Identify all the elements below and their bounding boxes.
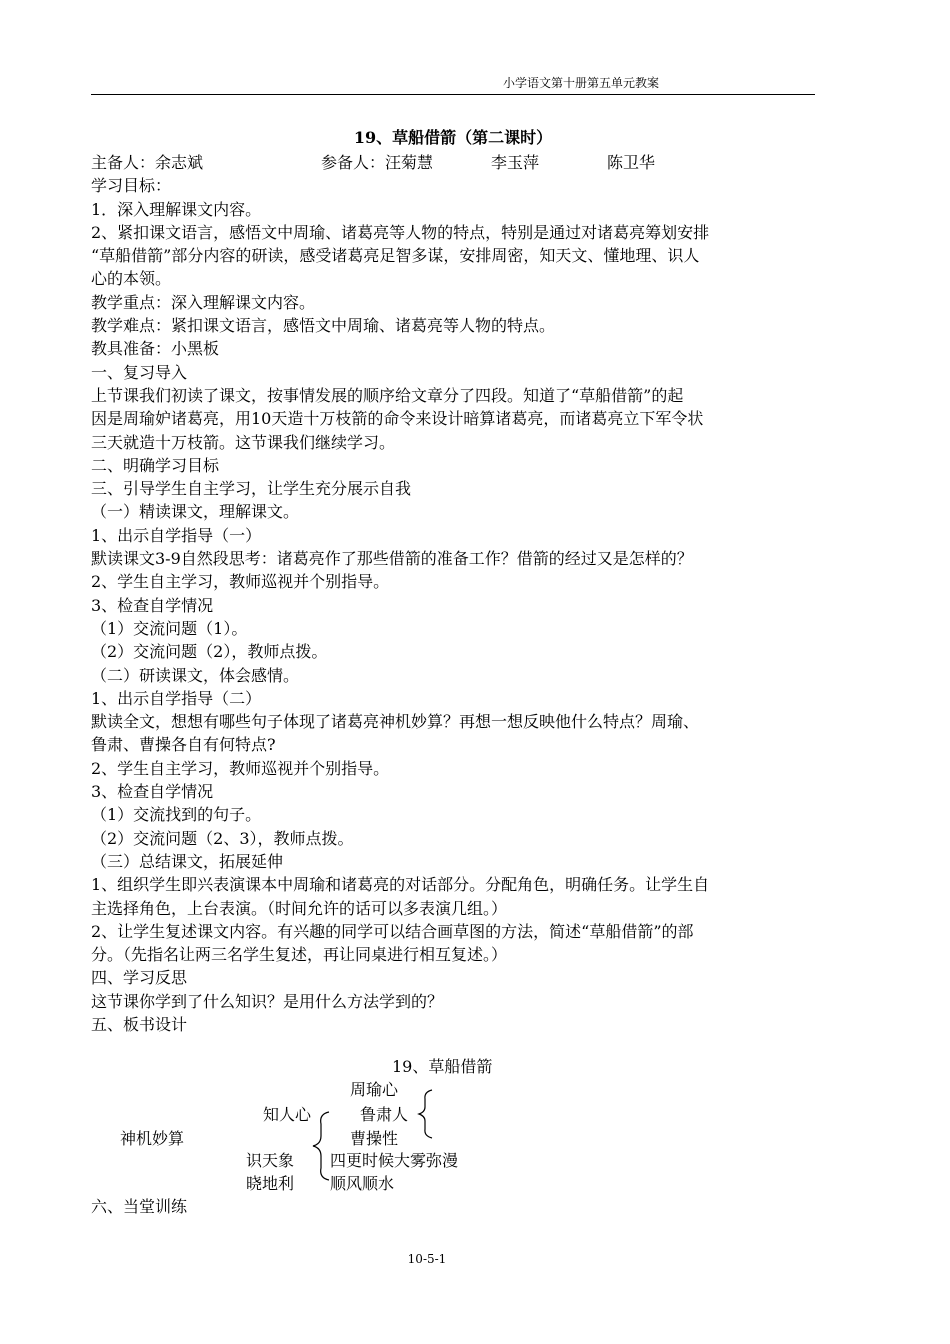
- tian-detail: 四更时候大雾弥漫: [330, 1151, 459, 1170]
- body-line: （1）交流找到的句子。: [91, 805, 262, 825]
- xiao-di-li-item: 晓地利: [246, 1174, 295, 1193]
- body-line: 学习目标：: [91, 176, 172, 196]
- co-author-3: 陈卫华: [607, 153, 656, 172]
- body-line: 1、出示自学指导（二）: [91, 688, 262, 708]
- sub-brace: [419, 1090, 432, 1138]
- body-line: 一、复习导入: [91, 362, 188, 382]
- shi-tian-xiang-item: 识天象: [246, 1151, 295, 1170]
- body-line: （2）交流问题（2），教师点拨。: [91, 642, 328, 662]
- body-line: 2、紧扣课文语言，感悟文中周瑜、诸葛亮等人物的特点，特别是通过对诸葛亮筹划安排: [91, 222, 710, 242]
- body-line: （二）研读课文，体会感情。: [91, 665, 300, 685]
- zhou-yu-item: 周瑜心: [350, 1080, 399, 1099]
- co-author-1: 参备人：汪菊慧: [321, 153, 434, 172]
- body-line: “草船借箭”部分内容的研读，感受诸葛亮足智多谋，安排周密，知天文、懂地理、识人: [91, 246, 700, 266]
- body-lines: [91, 174, 821, 1036]
- body-line: 上节课我们初读了课文，按事情发展的顺序给文章分了四段。知道了“草船借箭”的起: [91, 385, 684, 405]
- shen-ji-miao-suan: 神机妙算: [120, 1129, 185, 1148]
- body-line: 主选择角色，上台表演。（时间允许的话可以多表演几组。）: [91, 898, 508, 918]
- body-line: 鲁肃、曹操各自有何特点?: [91, 735, 276, 755]
- body-line: 默读全文，想想有哪些句子体现了诸葛亮神机妙算？再想一想反映他什么特点？周瑜、: [91, 712, 700, 732]
- page-footer: [0, 1252, 950, 1266]
- body-line: （一）精读课文，理解课文。: [91, 502, 300, 522]
- body-line: （2）交流问题（2、3），教师点拨。: [91, 828, 354, 848]
- authors-line: [91, 151, 821, 174]
- lead-author: 主备人：余志斌: [91, 153, 204, 172]
- cao-cao-item: 曹操性: [350, 1129, 399, 1148]
- body-line: 这节课你学到了什么知识？是用什么方法学到的？: [91, 991, 444, 1011]
- body-line: 3、检查自学情况: [91, 782, 214, 802]
- document-title: 19、草船借箭（第二课时）: [353, 128, 553, 147]
- board-design: [91, 1052, 815, 1202]
- di-detail: 顺风顺水: [330, 1174, 395, 1193]
- body-line: 1、出示自学指导（一）: [91, 525, 262, 545]
- body-line: 心的本领。: [91, 269, 172, 289]
- board-title: 19、草船借箭: [392, 1057, 493, 1076]
- main-brace: [313, 1112, 329, 1180]
- body-line: 1、组织学生即兴表演课本中周瑜和诸葛亮的对话部分。分配角色，明确任务。让学生自: [91, 875, 710, 895]
- body-line: 教具准备：小黑板: [91, 339, 220, 359]
- body-line: 教学重点：深入理解课文内容。: [91, 292, 316, 312]
- body-line: （三）总结课文，拓展延伸: [91, 851, 284, 871]
- page-number: 10-5-1: [407, 1252, 447, 1266]
- body-line: 1．深入理解课文内容。: [91, 199, 262, 219]
- body-line: 因是周瑜妒诸葛亮，用10天造十万枝箭的命令来设计暗算诸葛亮，而诸葛亮立下军令状: [91, 409, 704, 429]
- co-author-2: 李玉萍: [491, 153, 540, 172]
- body-line: 3、检查自学情况: [91, 595, 214, 615]
- body-line: 四、学习反思: [91, 968, 188, 988]
- body-line: 五、板书设计: [91, 1014, 188, 1034]
- header-text: 小学语文第十册第五单元教案: [502, 76, 659, 90]
- body-line: 2、让学生复述课文内容。有兴趣的同学可以结合画草图的方法，简述“草船借箭”的部: [91, 921, 694, 941]
- document-body: [91, 151, 821, 1036]
- body-line: （1）交流问题（1）。: [91, 618, 248, 638]
- body-line: 2、学生自主学习，教师巡视并个别指导。: [91, 572, 390, 592]
- lu-su-item: 鲁肃人: [360, 1105, 409, 1124]
- zhi-ren-xin-item: 知人心: [263, 1105, 312, 1124]
- body-line: 二、明确学习目标: [91, 455, 220, 475]
- body-line: 2、学生自主学习，教师巡视并个别指导。: [91, 758, 390, 778]
- body-line: 默读课文3-9自然段思考：诸葛亮作了那些借箭的准备工作？借箭的经过又是怎样的？: [91, 549, 693, 569]
- final-section: 六、当堂训练: [91, 1197, 188, 1216]
- body-line: 三、引导学生自主学习，让学生充分展示自我: [91, 479, 412, 499]
- body-line: 分。（先指名让两三名学生复述，再让同桌进行相互复述。）: [91, 945, 508, 965]
- body-line: 教学难点：紧扣课文语言，感悟文中周瑜、诸葛亮等人物的特点。: [91, 316, 556, 336]
- page-header: [91, 76, 815, 95]
- body-line: 三天就造十万枝箭。这节课我们继续学习。: [91, 432, 396, 452]
